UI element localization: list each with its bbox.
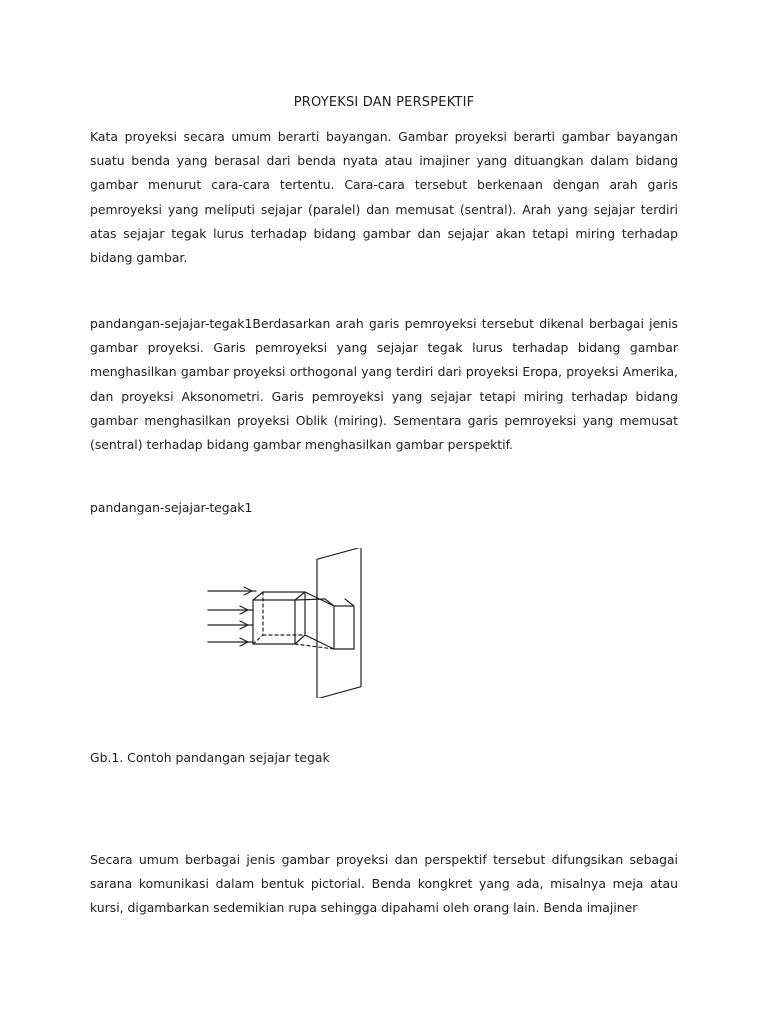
paragraph-projection-types: pandangan-sejajar-tegak1Berdasarkan arah garis pemroyeksi tersebut dikenal berbagai jenis gambar proyeksi. Garis pemroyeksi yang sejajar tegak lurus terhadap bidang gambar menghasilkan gambar proyeksi orthogonal yang terdiri dari proyeksi Eropa, proyeksi Amerika, dan proyeksi Aksonometri. Garis pemroyeksi yang sejajar tetapi miring terhadap bidang gambar menghasilkan proyeksi Oblik (miring). Sementara garis pemroyeksi yang memusat (sentral) terhadap bidang gambar menghasilkan gambar perspektif. xyxy=(90,316,678,453)
figure-caption: Gb.1. Contoh pandangan sejajar tegak xyxy=(90,750,330,765)
document-title: PROYEKSI DAN PERSPEKTIF xyxy=(293,95,475,110)
parallel-projection-figure xyxy=(200,548,440,698)
paragraph-communication: Secara umum berbagai jenis gambar proyeksi dan perspektif tersebut difungsikan sebagai sarana komunikasi dalam bentuk pictorial. Benda kongkret yang ada, misalnya meja atau kursi, digambarkan sedemikian rupa sehingga dipahami oleh orang lain. Benda imajiner xyxy=(90,852,678,916)
paragraph-definition: Kata proyeksi secara umum berarti bayangan. Gambar proyeksi berarti gambar bayangan suatu benda yang berasal dari benda nyata atau imajiner yang dituangkan dalam bidang gambar menurut cara-cara tertentu. Cara-cara tersebut berkenaan dengan arah garis pemroyeksi yang meliputi sejajar (paralel) dan memusat (sentral). Arah yang sejajar terdiri atas sejajar tegak lurus terhadap bidang gambar dan sejajar akan tetapi miring terhadap bidang gambar. xyxy=(90,129,678,266)
image-label: pandangan-sejajar-tegak1 xyxy=(90,500,253,515)
cube-front-face xyxy=(253,600,295,644)
projected-square xyxy=(334,606,354,649)
